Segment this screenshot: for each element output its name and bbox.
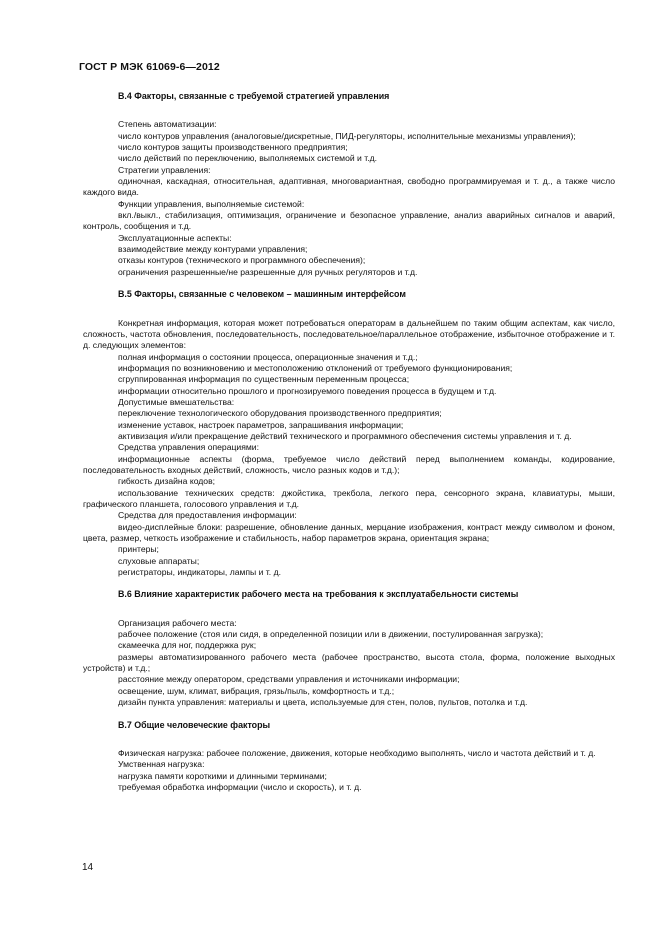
paragraph: число действий по переключению, выполняемых системой и т.д. xyxy=(118,153,377,164)
paragraph: расстояние между оператором, средствами управления и источниками информации; xyxy=(118,674,460,685)
paragraph: Конкретная информация, которая может потребоваться операторам в дальнейшем по таким общим аспектам, как число, сложность, частота обновления, последовательность, последовательное/параллельное отображение, избыточное отображение и т. д. следующих элементов: xyxy=(83,317,615,351)
paragraph: одиночная, каскадная, относительная, адаптивная, многовариантная, свободно программируемая и т. д., а также число каждого вида. xyxy=(83,176,615,198)
paragraph: скамеечка для ног, поддержка рук; xyxy=(118,640,257,651)
paragraph: Функции управления, выполняемые системой: xyxy=(118,198,305,209)
paragraph: Физическая нагрузка: рабочее положение, движения, которые необходимо выполнять, число и частота действий и т. д. xyxy=(118,747,596,758)
paragraph: Допустимые вмешательства: xyxy=(118,396,235,407)
page-number: 14 xyxy=(82,862,94,873)
paragraph: освещение, шум, климат, вибрация, грязь/пыль, комфортность и т.д.; xyxy=(118,685,395,696)
paragraph: принтеры; xyxy=(118,544,159,555)
paragraph: Организация рабочего места: xyxy=(118,617,237,628)
paragraph: Средства управления операциями: xyxy=(118,442,259,453)
paragraph: активизация и/или прекращение действий технического и программного обеспечения системы управления и т. д. xyxy=(118,430,572,441)
paragraph: слуховые аппараты; xyxy=(118,555,200,566)
paragraph: переключение технологического оборудования производственного предприятия; xyxy=(118,408,442,419)
paragraph: использование технических средств: джойстика, трекбола, легкого пера, сенсорного экрана, клавиатуры, мыши, графического планшета, голосового управления и т.д. xyxy=(83,487,615,509)
paragraph: Степень автоматизации: xyxy=(118,119,217,130)
paragraph: вкл./выкл., стабилизация, оптимизация, ограничение и безопасное управление, анализ аварийных сигналов и аварий, контроль, сообщения и т.д. xyxy=(83,210,615,232)
document-body xyxy=(83,91,615,793)
paragraph: информации относительно прошлого и прогнозируемого поведения процесса в будущем и т.д. xyxy=(118,385,497,396)
paragraph: отказы контуров (технического и программного обеспечения); xyxy=(118,255,366,266)
paragraph: дизайн пункта управления: материалы и цвета, используемые для стен, полов, пультов, потолка и т.д. xyxy=(118,697,528,708)
paragraph: информационные аспекты (форма, требуемое число действий перед выполнением команды, кодирование, последовательность входных действий, сложность, число разных кодов и т.д.); xyxy=(83,453,615,475)
paragraph: сгруппированная информация по существенным переменным процесса; xyxy=(118,374,410,385)
paragraph: Эксплуатационные аспекты: xyxy=(118,232,232,243)
paragraph: требуемая обработка информации (число и скорость), и т. д. xyxy=(118,781,362,792)
paragraph: Стратегии управления: xyxy=(118,164,211,175)
paragraph: число контуров управления (аналоговые/дискретные, ПИД-регуляторы, исполнительные механизмы управления); xyxy=(118,130,576,141)
paragraph: взаимодействие между контурами управления; xyxy=(118,244,308,255)
paragraph: видео-дисплейные блоки: разрешение, обновление данных, мерцание изображения, контраст между символом и фоном, цвета, размер, четкость изображение и стабильность, набор параметров экрана, ориентация экрана; xyxy=(83,521,615,544)
paragraph: ограничения разрешенные/не разрешенные для ручных регуляторов и т.д. xyxy=(118,266,418,277)
document-header: ГОСТ Р МЭК 61069-6—2012 xyxy=(79,61,220,73)
paragraph: Умственная нагрузка: xyxy=(118,759,205,770)
paragraph: число контуров защиты производственного предприятия; xyxy=(118,142,348,153)
paragraph: информация по возникновению и местоположению отклонений от требуемого функционирования; xyxy=(118,362,513,373)
paragraph: регистраторы, индикаторы, лампы и т. д. xyxy=(118,567,281,578)
section-heading-b7: В.7 Общие человеческие факторы xyxy=(118,719,271,730)
section-heading-b6: В.6 Влияние характеристик рабочего места на требования к эксплуатабельности системы xyxy=(118,589,519,600)
paragraph: рабочее положение (стоя или сидя, в определенной позиции или в движении, постулированная загрузка); xyxy=(118,629,544,640)
paragraph: изменение уставок, настроек параметров, запрашивания информации; xyxy=(118,419,404,430)
section-heading-b4: В.4 Факторы, связанные с требуемой стратегией управления xyxy=(118,91,390,101)
paragraph: нагрузка памяти короткими и длинными терминами; xyxy=(118,770,327,781)
section-heading-b5: В.5 Факторы, связанные с человеком – машинным интерфейсом xyxy=(118,289,406,300)
paragraph: размеры автоматизированного рабочего места (рабочее пространство, высота стола, форма, положение выходных устройств) и т.д.; xyxy=(83,651,615,674)
paragraph: Средства для предоставления информации: xyxy=(118,510,297,521)
paragraph: гибкость дизайна кодов; xyxy=(118,476,216,487)
paragraph: полная информация о состоянии процесса, операционные значения и т.д.; xyxy=(118,351,418,362)
